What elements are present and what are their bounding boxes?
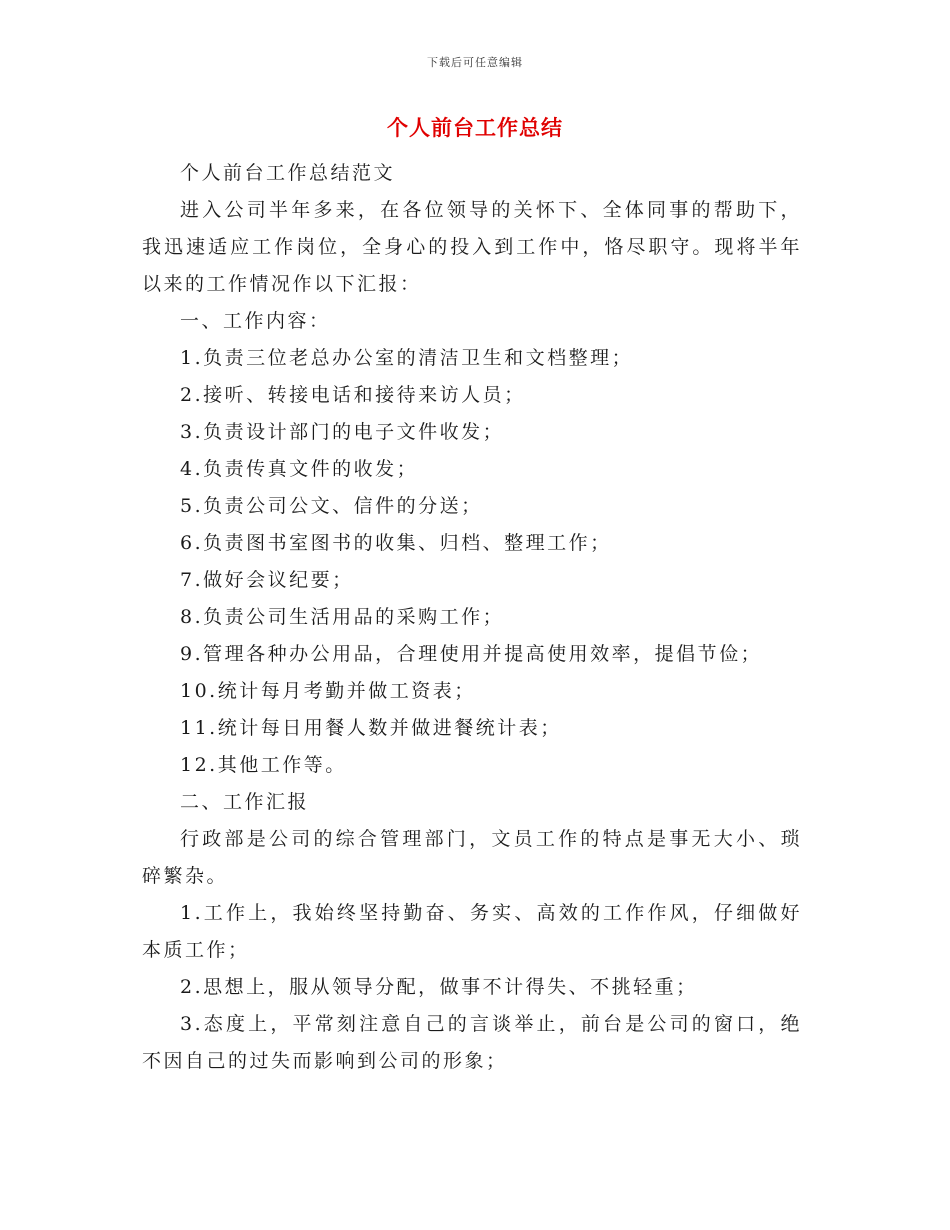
list-item: 3.负责设计部门的电子文件收发； bbox=[180, 421, 505, 443]
list-item: 10.统计每月考勤并做工资表； bbox=[180, 680, 476, 702]
list-item: 6.负责图书室图书的收集、归档、整理工作； bbox=[180, 532, 612, 554]
section-heading-work-content: 一、工作内容： bbox=[180, 310, 331, 332]
page-header: 下载后可任意编辑 bbox=[427, 56, 523, 69]
list-item: 8.负责公司生活用品的采购工作； bbox=[180, 606, 505, 628]
list-item: 2.接听、转接电话和接待来访人员； bbox=[180, 384, 526, 406]
document-title: 个人前台工作总结 bbox=[387, 115, 563, 140]
paragraph-intro: 进入公司半年多来，在各位领导的关怀下、全体同事的帮助下，我迅速适应工作岗位，全身心的投入到工作中，恪尽职守。现将半年以来的工作情况作以下汇报： bbox=[142, 199, 802, 295]
document-body bbox=[142, 155, 802, 1080]
list-item: 1.负责三位老总办公室的清洁卫生和文档整理； bbox=[180, 347, 634, 369]
paragraph-subtitle: 个人前台工作总结范文 bbox=[180, 162, 396, 184]
list-item: 12.其他工作等。 bbox=[180, 754, 347, 776]
list-item: 2.思想上，服从领导分配，做事不计得失、不挑轻重； bbox=[180, 976, 698, 998]
list-item: 11.统计每日用餐人数并做进餐统计表； bbox=[180, 717, 562, 739]
list-item: 4.负责传真文件的收发； bbox=[180, 458, 419, 480]
section-heading-work-report: 二、工作汇报 bbox=[180, 791, 310, 813]
list-item: 9.管理各种办公用品，合理使用并提高使用效率，提倡节俭； bbox=[180, 643, 763, 665]
list-item: 7.做好会议纪要； bbox=[180, 569, 354, 591]
paragraph-report-intro: 行政部是公司的综合管理部门，文员工作的特点是事无大小、琐碎繁杂。 bbox=[142, 828, 802, 887]
list-item: 5.负责公司公文、信件的分送； bbox=[180, 495, 483, 517]
list-item: 3.态度上，平常刻注意自己的言谈举止，前台是公司的窗口，绝不因自己的过失而影响到公司的形象； bbox=[142, 1013, 802, 1072]
list-item: 1.工作上，我始终坚持勤奋、务实、高效的工作作风，仔细做好本质工作； bbox=[142, 902, 802, 961]
